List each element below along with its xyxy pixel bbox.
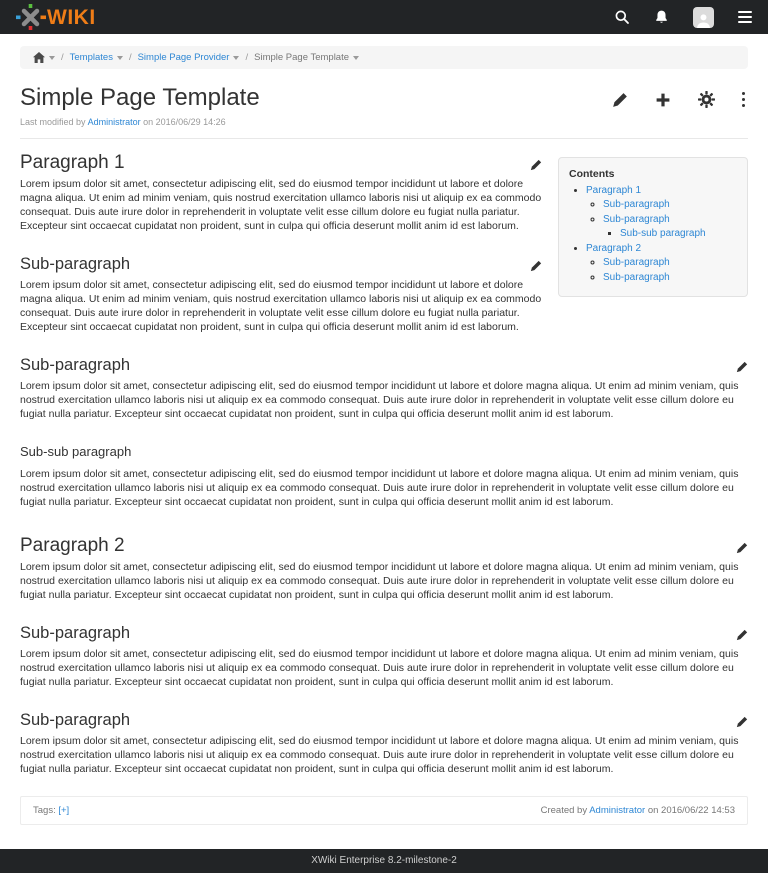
toc-link-sub-paragraph[interactable]: Sub-paragraph	[603, 213, 670, 225]
section-title: Paragraph 1	[20, 152, 125, 173]
section-body: Lorem ipsum dolor sit amet, consectetur adipiscing elit, sed do eiusmod tempor incididunt ut labore et dolore magna aliqua. Ut enim ad minim veniam, quis nostrud exercitation ullamco laboris nisi ut aliquip ex ea commodo consequat. Duis aute irure dolor in reprehenderit in voluptate velit esse cillum dolore eu fugiat nulla pariatur. Excepteur sint occaecat cupidatat non proident, sunt in culpa qui officia deserunt mollit anim id est laborum.	[20, 279, 542, 333]
xwiki-logo-x-icon	[16, 4, 46, 30]
breadcrumb-home[interactable]	[33, 52, 55, 63]
section-body: Lorem ipsum dolor sit amet, consectetur adipiscing elit, sed do eiusmod tempor incididunt ut labore et dolore magna aliqua. Ut enim ad minim veniam, quis nostrud exercitation ullamco laboris nisi ut aliquip ex ea commodo consequat. Duis aute irure dolor in reprehenderit in voluptate velit esse cillum dolore eu fugiat nulla pariatur. Excepteur sint occaecat cupidatat non proident, sunt in culpa qui officia deserunt mollit anim id est laborum.	[20, 561, 739, 601]
section-title: Sub-paragraph	[20, 255, 131, 273]
section-heading-sub-paragraph	[20, 358, 748, 372]
edit-pencil-icon[interactable]	[612, 92, 628, 108]
section-edit-pencil-icon[interactable]	[736, 716, 748, 730]
toc-link-paragraph-2[interactable]: Paragraph 2	[586, 242, 642, 254]
section-body: Lorem ipsum dolor sit amet, consectetur adipiscing elit, sed do eiusmod tempor incididunt ut labore et dolore magna aliqua. Ut enim ad minim veniam, quis nostrud exercitation ullamco laboris nisi ut aliquip ex ea commodo consequat. Duis aute irure dolor in reprehenderit in voluptate velit esse cillum dolore eu fugiat nulla pariatur. Excepteur sint occaecat cupidatat non proident, sunt in culpa qui officia deserunt mollit anim id est laborum.	[20, 178, 542, 232]
toc-link-sub-paragraph[interactable]: Sub-paragraph	[603, 257, 670, 268]
toc-item	[620, 227, 737, 242]
chevron-down-icon[interactable]	[353, 56, 359, 60]
section-edit-pencil-icon[interactable]	[736, 361, 748, 375]
breadcrumb-separator: /	[61, 52, 64, 63]
toc-item	[586, 242, 737, 286]
settings-gear-icon[interactable]	[698, 91, 715, 108]
section-edit-pencil-icon[interactable]	[736, 542, 748, 556]
hamburger-menu-icon[interactable]	[738, 11, 752, 23]
section-body: Lorem ipsum dolor sit amet, consectetur adipiscing elit, sed do eiusmod tempor incididunt ut labore et dolore magna aliqua. Ut enim ad minim veniam, quis nostrud exercitation ullamco laboris nisi ut aliquip ex ea commodo consequat. Duis aute irure dolor in reprehenderit in voluptate velit esse cillum dolore eu fugiat nulla pariatur. Excepteur sint occaecat cupidatat non proident, sunt in culpa qui officia deserunt mollit anim id est laborum.	[20, 735, 739, 775]
section-body: Lorem ipsum dolor sit amet, consectetur adipiscing elit, sed do eiusmod tempor incididunt ut labore et dolore magna aliqua. Ut enim ad minim veniam, quis nostrud exercitation ullamco laboris nisi ut aliquip ex ea commodo consequat. Duis aute irure dolor in reprehenderit in voluptate velit esse cillum dolore eu fugiat nulla pariatur. Excepteur sint occaecat cupidatat non proident, sunt in culpa qui officia deserunt mollit anim id est laborum.	[20, 648, 739, 688]
chevron-down-icon	[49, 56, 55, 60]
toc-link-sub-paragraph[interactable]: Sub-paragraph	[603, 199, 670, 210]
create-plus-icon[interactable]	[655, 92, 671, 108]
navbar-right-group	[614, 7, 752, 28]
toc-item	[586, 184, 737, 242]
toc-item	[603, 256, 737, 271]
section-edit-pencil-icon[interactable]	[530, 260, 542, 274]
add-tag-button[interactable]: [+]	[58, 805, 70, 816]
xwiki-logo[interactable]	[16, 4, 96, 30]
section-heading-sub-paragraph	[20, 626, 748, 640]
chevron-down-icon	[117, 56, 123, 60]
section-title: Paragraph 2	[20, 535, 125, 556]
breadcrumb-separator: /	[245, 52, 249, 63]
section-heading-sub-paragraph	[20, 713, 748, 727]
top-navbar	[0, 0, 768, 34]
section-title: Sub-paragraph	[20, 711, 131, 729]
tags-label: Tags:	[33, 805, 56, 816]
section-title: Sub-paragraph	[20, 624, 131, 642]
breadcrumb-templates[interactable]: Templates	[69, 52, 113, 63]
breadcrumb-current-page: Simple Page Template	[254, 52, 350, 63]
toc-title: Contents	[569, 168, 615, 180]
created-prefix: Created by	[540, 805, 588, 816]
section-heading-sub-sub-paragraph	[20, 445, 748, 459]
breadcrumb	[20, 46, 748, 69]
created-suffix: on 2016/06/22 14:53	[647, 805, 735, 816]
section-edit-pencil-icon[interactable]	[530, 159, 542, 173]
page-content	[20, 139, 748, 780]
section-heading-paragraph-2	[20, 535, 748, 556]
table-of-contents	[558, 157, 748, 297]
tags-area	[33, 805, 69, 816]
section-title: Sub-sub paragraph	[20, 444, 132, 459]
toc-item	[603, 213, 737, 242]
notifications-bell-icon[interactable]	[654, 9, 669, 25]
chevron-down-icon	[233, 56, 239, 60]
version-bar	[0, 849, 768, 873]
xwiki-logo-text: WIKI	[47, 5, 96, 29]
section-body: Lorem ipsum dolor sit amet, consectetur adipiscing elit, sed do eiusmod tempor incididunt ut labore et dolore magna aliqua. Ut enim ad minim veniam, quis nostrud exercitation ullamco laboris nisi ut aliquip ex ea commodo consequat. Duis aute irure dolor in reprehenderit in voluptate velit esse cillum dolore eu fugiat nulla pariatur. Excepteur sint occaecat cupidatat non proident, sunt in culpa qui officia deserunt mollit anim id est laborum.	[20, 380, 739, 420]
modified-user-link[interactable]: Administrator	[87, 117, 141, 127]
section-title: Sub-paragraph	[20, 356, 131, 374]
document-footer	[20, 796, 748, 825]
user-avatar[interactable]	[693, 7, 714, 28]
section-edit-pencil-icon[interactable]	[736, 629, 748, 643]
toc-link-sub-sub-paragraph[interactable]: Sub-sub paragraph	[620, 228, 706, 239]
created-line	[541, 805, 735, 816]
toc-link-paragraph-1[interactable]: Paragraph 1	[586, 184, 642, 196]
title-row	[20, 84, 748, 112]
created-user-link[interactable]: Administrator	[589, 805, 646, 816]
section-body: Lorem ipsum dolor sit amet, consectetur adipiscing elit, sed do eiusmod tempor incididunt ut labore et dolore magna aliqua. Ut enim ad minim veniam, quis nostrud exercitation ullamco laboris nisi ut aliquip ex ea commodo consequat. Duis aute irure dolor in reprehenderit in voluptate velit esse cillum dolore eu fugiat nulla pariatur. Excepteur sint occaecat cupidatat non proident, sunt in culpa qui officia deserunt mollit anim id est laborum.	[20, 468, 739, 508]
home-icon	[33, 52, 45, 63]
breadcrumb-separator: /	[128, 52, 132, 63]
search-icon[interactable]	[614, 9, 630, 25]
toc-item	[603, 198, 737, 213]
version-text: XWiki Enterprise 8.2-milestone-2	[311, 855, 457, 866]
page-title: Simple Page Template	[20, 84, 260, 111]
breadcrumb-simple-page-provider[interactable]: Simple Page Provider	[137, 52, 230, 63]
last-modified-line	[20, 117, 748, 127]
toc-link-sub-paragraph[interactable]: Sub-paragraph	[603, 271, 670, 283]
page-actions	[612, 84, 749, 108]
modified-suffix: on 2016/06/29 14:26	[143, 117, 226, 127]
modified-prefix: Last modified by	[20, 117, 86, 127]
toc-item	[603, 271, 737, 286]
more-kebab-icon[interactable]	[742, 92, 746, 108]
